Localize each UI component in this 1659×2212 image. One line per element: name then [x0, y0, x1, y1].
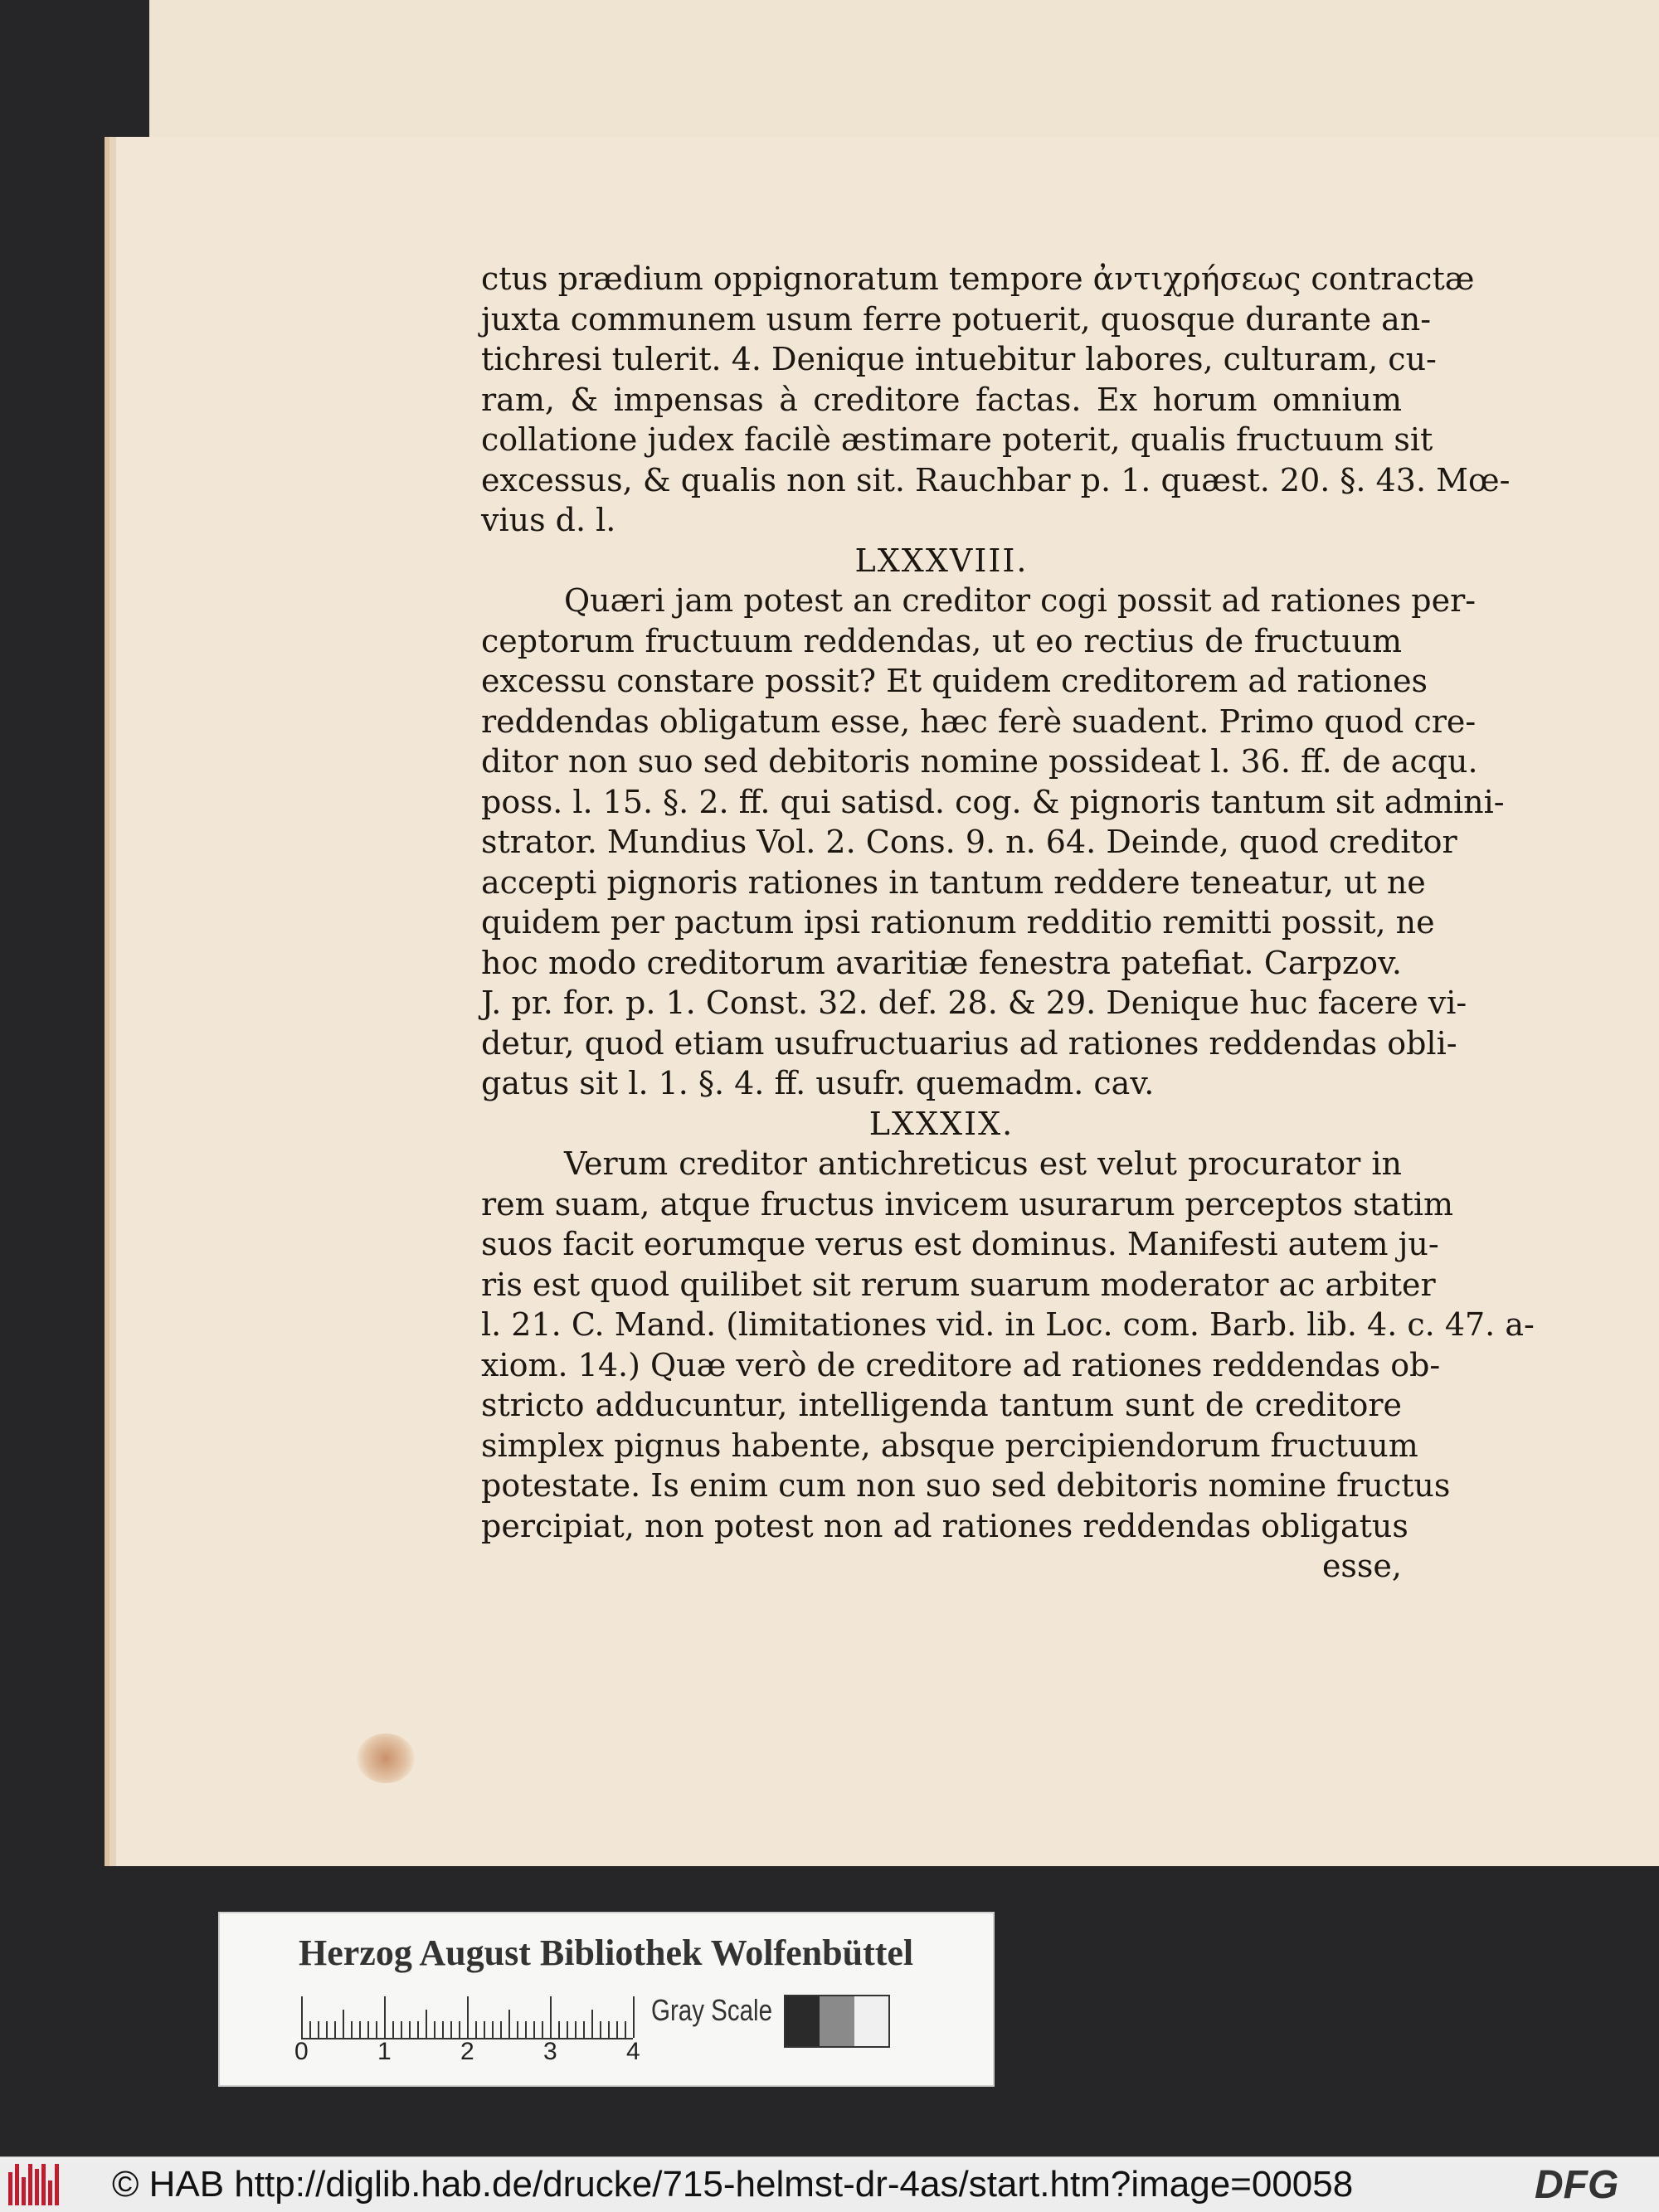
ruler-tick: [608, 2021, 610, 2038]
ruler-tick: [625, 2021, 626, 2038]
text-line: ceptorum fructuum reddendas, ut eo rectius de fructuum: [481, 622, 1402, 659]
ruler-tick: [508, 2010, 510, 2038]
text-line: xiom. 14.) Quæ verò de creditore ad rationes reddendas ob-: [481, 1346, 1441, 1383]
text-line: vius d. l.: [481, 502, 616, 538]
dfg-logo: DFG: [1535, 2163, 1619, 2207]
ruler-tick: [367, 2021, 369, 2038]
ruler-tick: [459, 2021, 460, 2038]
logo-bar: [55, 2164, 59, 2205]
ruler-tick: [426, 2010, 427, 2038]
ruler-tick: [301, 1996, 303, 2038]
text-line: simplex pignus habente, absque percipiendorum fructuum: [481, 1427, 1418, 1464]
ruler-tick: [616, 2021, 618, 2038]
ruler-tick: [318, 2021, 319, 2038]
text-line: ctus prædium oppignoratum tempore ἀντιχρήσεως contractæ: [481, 260, 1475, 297]
gray-swatch: [820, 1996, 854, 2046]
ruler-tick: [475, 2021, 477, 2038]
footer-bar: [0, 2156, 1659, 2212]
logo-bar: [15, 2164, 19, 2205]
gray-swatch: [854, 1996, 888, 2046]
gray-scale-label: Gray Scale: [651, 1993, 773, 2027]
ruler-tick: [542, 2021, 543, 2038]
hab-logo-icon: [8, 2164, 65, 2205]
ruler-number: 3: [543, 2038, 557, 2065]
ruler-tick: [392, 2021, 394, 2038]
ruler-number: 4: [626, 2038, 640, 2065]
text-line: detur, quod etiam usufructuarius ad rationes reddendas obli-: [481, 1024, 1457, 1062]
logo-bar: [41, 2164, 46, 2205]
text-line: tichresi tulerit. 4. Denique intuebitur labores, culturam, cu-: [481, 341, 1437, 377]
ruler-tick: [334, 2021, 336, 2038]
logo-bar: [35, 2169, 39, 2205]
ruler-tick: [442, 2021, 444, 2038]
ruler-tick: [567, 2021, 568, 2038]
ruler-tick: [484, 2021, 485, 2038]
text-line: excessus, & qualis non sit. Rauchbar p. 1. quæst. 20. §. 43. Mœ-: [481, 461, 1511, 498]
ruler-tick: [583, 2021, 585, 2038]
ruler-tick: [591, 2010, 593, 2038]
ruler-tick: [633, 1996, 635, 2038]
text-line: juxta communem usum ferre potuerit, quosque durante an-: [481, 300, 1432, 338]
ruler-number: 0: [294, 2038, 309, 2065]
text-line: ditor non suo sed debitoris nomine possideat l. 36. ff. de acqu.: [481, 743, 1478, 780]
text-line: potestate. Is enim cum non suo sed debitoris nomine fructus: [481, 1467, 1451, 1504]
logo-bar: [28, 2164, 32, 2205]
text-line: suos facit eorumque verus est dominus. Manifesti autem ju-: [481, 1226, 1439, 1262]
section-heading-89: LXXXIX.: [868, 1105, 1014, 1142]
ruler-tick: [525, 2021, 527, 2038]
color-calibration-bar: [218, 1912, 995, 2087]
page-stain: [357, 1733, 415, 1783]
text-line: percipiat, non potest non ad rationes reddendas obligatus: [481, 1507, 1408, 1544]
text-line: ris est quod quilibet sit rerum suarum moderator ac arbiter: [481, 1266, 1436, 1303]
text-line: ram, & impensas à creditore factas. Ex horum omnium: [481, 381, 1402, 418]
text-line: gatus sit l. 1. §. 4. ff. usufr. quemadm. cav.: [481, 1065, 1155, 1101]
ruler-tick: [467, 1996, 469, 2038]
text-line: rem suam, atque fructus invicem usurarum perceptos statim: [481, 1185, 1454, 1223]
ruler-tick: [384, 1996, 386, 2038]
ruler-tick: [450, 2021, 452, 2038]
ruler-tick: [343, 2010, 344, 2038]
ruler-tick: [575, 2021, 577, 2038]
text-line: Verum creditor antichreticus est velut procurator in: [564, 1145, 1402, 1182]
text-line: hoc modo creditorum avaritiæ fenestra patefiat. Carpzov.: [481, 944, 1402, 981]
text-line: collatione judex facilè æstimare poterit, qualis fructuum sit: [481, 421, 1433, 458]
text-line: poss. l. 15. §. 2. ff. qui satisd. cog. & pignoris tantum sit admini-: [481, 783, 1505, 820]
page-text-block: [481, 259, 1535, 1587]
cm-ruler: [301, 1996, 633, 2039]
logo-bar: [8, 2172, 12, 2205]
text-line: reddendas obligatum esse, hæc ferè suadent. Primo quod cre-: [481, 702, 1477, 740]
paragraph-section-89: [481, 1144, 1535, 1546]
text-line: accepti pignoris rationes in tantum reddere teneatur, ut ne: [481, 863, 1426, 901]
gray-scale-strip: [784, 1995, 890, 2048]
ruler-tick: [351, 2021, 353, 2038]
text-line: excessu constare possit? Et quidem creditorem ad rationes: [481, 663, 1428, 699]
text-line: l. 21. C. Mand. (limitationes vid. in Loc. com. Barb. lib. 4. c. 47. a-: [481, 1306, 1535, 1343]
section-heading-88: LXXXVIII.: [854, 542, 1029, 579]
gray-swatch: [786, 1996, 820, 2046]
ruler-tick: [600, 2021, 601, 2038]
ruler-tick: [359, 2021, 361, 2038]
ruler-number: 1: [377, 2038, 392, 2065]
ruler-tick: [550, 1996, 552, 2038]
text-line: quidem per pactum ipsi rationum redditio remitti possit, ne: [481, 904, 1435, 941]
text-line: strator. Mundius Vol. 2. Cons. 9. n. 64. Deinde, quod creditor: [481, 824, 1457, 860]
ruler-number: 2: [460, 2038, 474, 2065]
ruler-tick: [309, 2021, 311, 2038]
text-line: stricto adducuntur, intelligenda tantum sunt de creditore: [481, 1387, 1402, 1423]
library-name: Herzog August Bibliothek Wolfenbüttel: [299, 1932, 914, 1973]
ruler-tick: [417, 2021, 419, 2038]
text-line: J. pr. for. p. 1. Const. 32. def. 28. & 29. Denique huc facere vi-: [481, 984, 1467, 1021]
ruler-tick: [326, 2021, 328, 2038]
ruler-tick: [376, 2021, 377, 2038]
source-url[interactable]: © HAB http://diglib.hab.de/drucke/715-helmst-dr-4as/start.htm?image=00058: [112, 2164, 1354, 2205]
ruler-tick: [434, 2021, 435, 2038]
logo-bar: [22, 2177, 26, 2205]
text-line: Quæri jam potest an creditor cogi possit ad rationes per-: [564, 582, 1477, 619]
ruler-tick: [401, 2021, 402, 2038]
ruler-tick: [409, 2021, 411, 2038]
ruler-tick: [500, 2021, 502, 2038]
logo-bar: [48, 2180, 52, 2205]
paragraph-continuation: [481, 259, 1511, 541]
ruler-tick: [558, 2021, 560, 2038]
ruler-tick: [533, 2021, 535, 2038]
ruler-tick: [517, 2021, 518, 2038]
catchword: esse,: [1321, 1548, 1402, 1584]
ruler-tick: [492, 2021, 494, 2038]
paragraph-section-88: [481, 581, 1505, 1104]
